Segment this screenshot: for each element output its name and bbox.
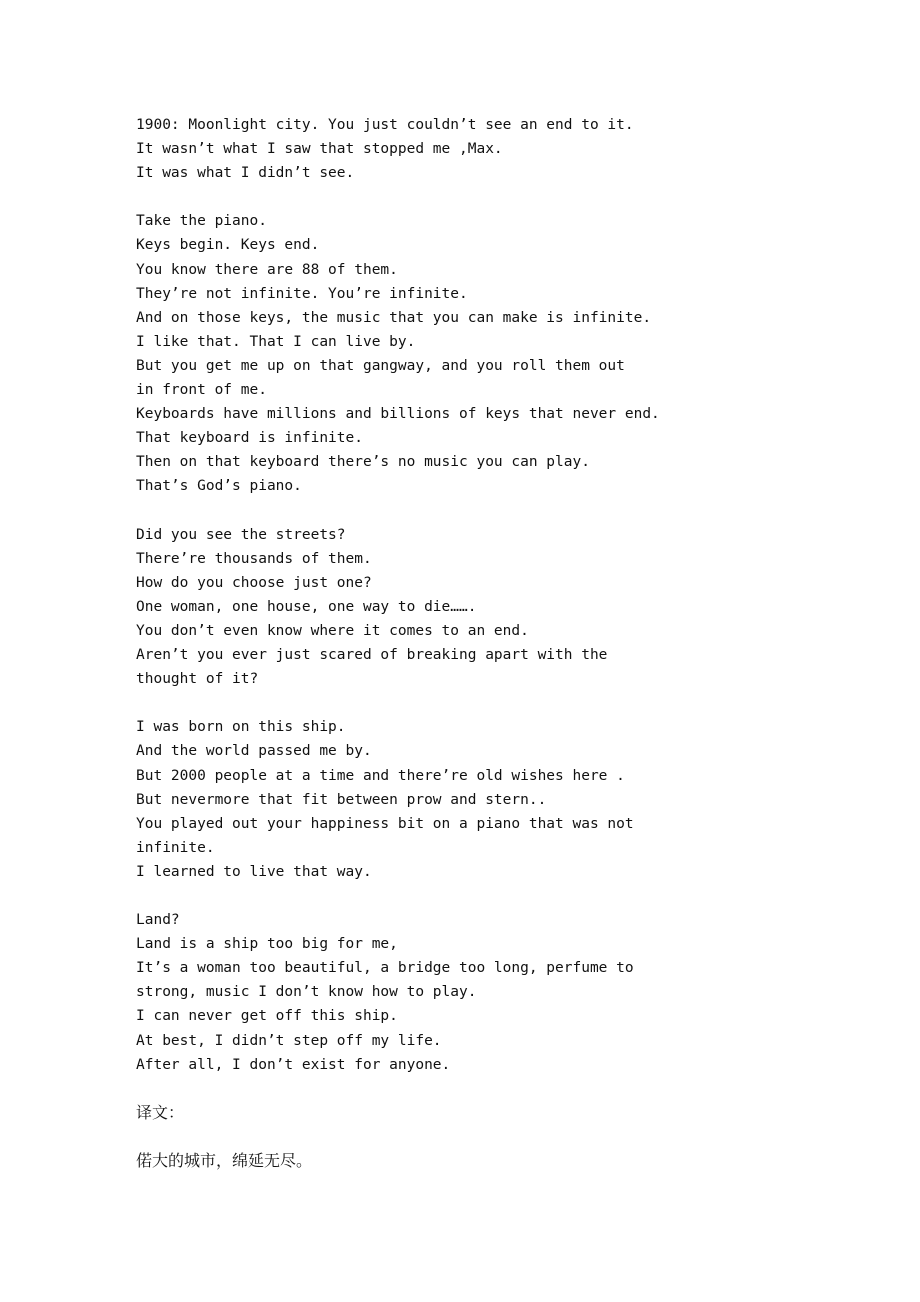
stanza-gap [136, 185, 836, 209]
stanza-gap [136, 1077, 836, 1101]
text-line: They’re not infinite. You’re infinite. [136, 285, 468, 302]
text-line: How do you choose just one? [136, 574, 372, 591]
stanza-gap [136, 691, 836, 715]
text-line: But you get me up on that gangway, and you roll them out [136, 357, 625, 374]
text-line: Did you see the streets? [136, 526, 346, 543]
text-line: 1900: Moonlight city. You just couldn’t see an end to it. [136, 117, 634, 133]
text-line: Land? [136, 912, 180, 929]
text-line: I like that. That I can live by. [136, 333, 416, 350]
text-line: It’s a woman too beautiful, a bridge too long, perfume to [136, 960, 634, 977]
text-line: Keys begin. Keys end. [136, 237, 320, 254]
text-line: in front of me. [136, 382, 267, 399]
text-line: It wasn’t what I saw that stopped me ,Max. [136, 141, 503, 158]
stanza-gap [136, 499, 836, 523]
stanza-3 [136, 523, 836, 692]
text-line: You played out your happiness bit on a piano that was not [136, 815, 634, 832]
document-body [136, 113, 836, 1173]
translation-heading: 译文： [136, 1102, 185, 1122]
translation-line: 偌大的城市，绵延无尽。 [136, 1151, 313, 1171]
text-line: That’s God’s piano. [136, 478, 302, 495]
text-line: There’re thousands of them. [136, 550, 372, 567]
stanza-5 [136, 908, 836, 1077]
stanza-gap [136, 1125, 836, 1149]
text-line: One woman, one house, one way to die……. [136, 598, 477, 615]
text-line: But 2000 people at a time and there’re old wishes here . [136, 767, 625, 784]
text-line: And on those keys, the music that you can make is infinite. [136, 309, 652, 326]
text-line: That keyboard is infinite. [136, 430, 363, 447]
stanza-1 [136, 113, 836, 185]
text-line: Keyboards have millions and billions of keys that never end. [136, 406, 660, 423]
text-line: And the world passed me by. [136, 743, 372, 760]
text-line: You don’t even know where it comes to an end. [136, 622, 529, 639]
text-line: I was born on this ship. [136, 719, 346, 736]
stanza-gap [136, 884, 836, 908]
text-line: Then on that keyboard there’s no music you can play. [136, 454, 590, 471]
text-line: Land is a ship too big for me, [136, 936, 398, 953]
text-line: I learned to live that way. [136, 863, 372, 880]
stanza-4 [136, 715, 836, 884]
text-line: Aren’t you ever just scared of breaking apart with the [136, 647, 608, 664]
text-line: I can never get off this ship. [136, 1008, 398, 1025]
text-line: thought of it? [136, 671, 259, 688]
text-line: After all, I don’t exist for anyone. [136, 1056, 451, 1073]
text-line: At best, I didn’t step off my life. [136, 1032, 442, 1049]
text-line: You know there are 88 of them. [136, 261, 398, 278]
text-line: strong, music I don’t know how to play. [136, 984, 477, 1001]
text-line: It was what I didn’t see. [136, 165, 355, 182]
text-line: But nevermore that fit between prow and stern.. [136, 791, 547, 808]
stanza-2 [136, 209, 836, 498]
text-line: infinite. [136, 839, 215, 856]
text-line: Take the piano. [136, 213, 267, 230]
